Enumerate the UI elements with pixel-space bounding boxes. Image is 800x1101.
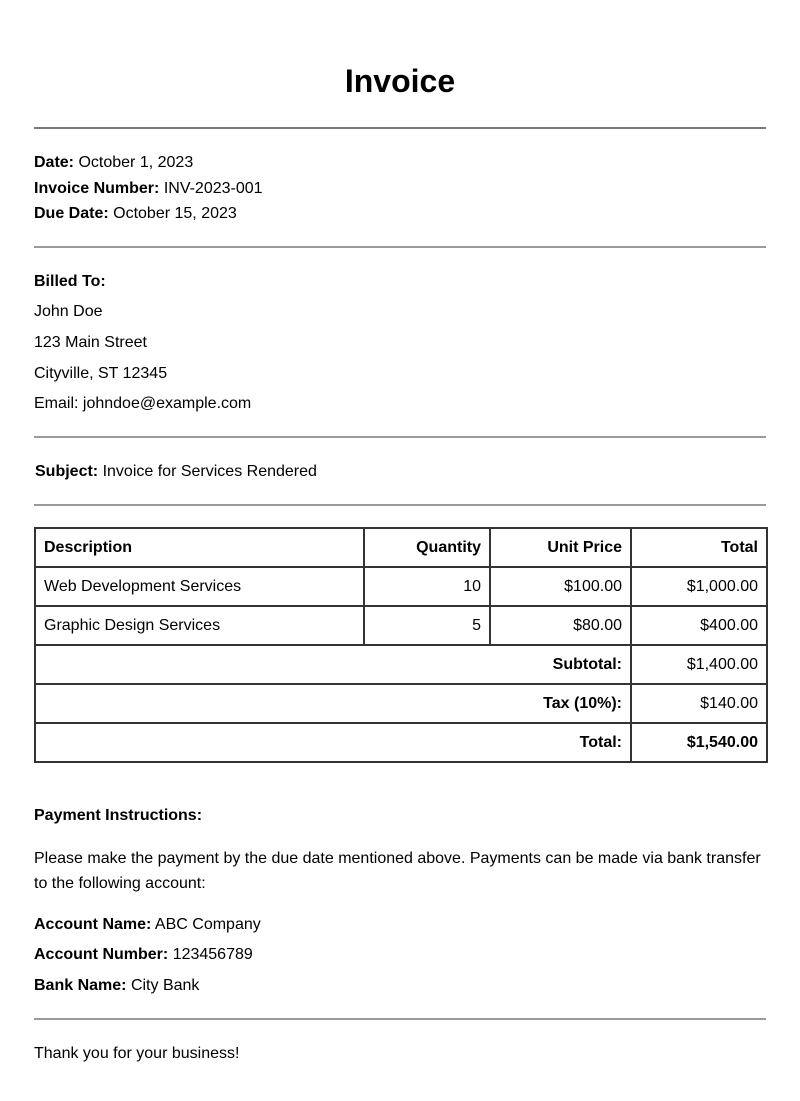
- payment-instructions-text: Please make the payment by the due date mentioned above. Payments can be made via bank transfer to the following account:: [34, 850, 761, 892]
- invoice-number-line: [34, 179, 263, 199]
- total-row: [35, 723, 767, 762]
- subject-line: [35, 462, 317, 482]
- date-value: October 1, 2023: [78, 154, 194, 171]
- bank-name-line: [34, 976, 199, 996]
- account-number-value: 123456789: [172, 946, 253, 963]
- divider: [34, 436, 766, 438]
- invoice-number-label: Invoice Number:: [34, 180, 160, 197]
- column-header-unit-price: Unit Price: [490, 528, 631, 567]
- subtotal-row: [35, 645, 767, 684]
- table-header-row: [35, 528, 767, 567]
- invoice-number-value: INV-2023-001: [163, 180, 263, 197]
- bank-name-label: Bank Name:: [34, 977, 127, 994]
- row-quantity: 5: [364, 606, 490, 645]
- row-total: $1,000.00: [631, 567, 767, 606]
- table-row: [35, 606, 767, 645]
- date-label: Date:: [34, 154, 75, 171]
- thank-you-note: Thank you for your business!: [34, 1045, 240, 1062]
- billed-to-name: John Doe: [34, 303, 103, 320]
- row-unit-price: $100.00: [490, 567, 631, 606]
- divider: [34, 246, 766, 248]
- billed-to-label: Billed To:: [34, 273, 106, 290]
- subtotal-label: Subtotal:: [35, 645, 631, 684]
- date-line: [34, 153, 193, 173]
- billed-to-city: Cityville, ST 12345: [34, 365, 168, 382]
- invoice-items-table: [34, 527, 768, 763]
- account-name-value: ABC Company: [154, 916, 261, 933]
- divider: [34, 504, 766, 506]
- billed-to-email: Email: johndoe@example.com: [34, 395, 252, 412]
- column-header-quantity: Quantity: [364, 528, 490, 567]
- page-title: Invoice: [344, 63, 456, 99]
- total-value: $1,540.00: [631, 723, 767, 762]
- subject-value: Invoice for Services Rendered: [102, 463, 317, 480]
- tax-label: Tax (10%):: [35, 684, 631, 723]
- due-date-value: October 15, 2023: [113, 205, 237, 222]
- account-number-line: [34, 945, 253, 965]
- account-number-label: Account Number:: [34, 946, 169, 963]
- billed-to-street: 123 Main Street: [34, 334, 147, 351]
- column-header-description: Description: [35, 528, 364, 567]
- subject-label: Subject:: [35, 463, 99, 480]
- account-name-label: Account Name:: [34, 916, 152, 933]
- row-unit-price: $80.00: [490, 606, 631, 645]
- divider: [34, 127, 766, 129]
- total-label: Total:: [35, 723, 631, 762]
- row-total: $400.00: [631, 606, 767, 645]
- subtotal-value: $1,400.00: [631, 645, 767, 684]
- tax-value: $140.00: [631, 684, 767, 723]
- divider: [34, 1018, 766, 1020]
- tax-row: [35, 684, 767, 723]
- payment-instructions-heading: Payment Instructions:: [34, 807, 203, 824]
- column-header-total: Total: [631, 528, 767, 567]
- due-date-label: Due Date:: [34, 205, 109, 222]
- row-description: Web Development Services: [35, 567, 364, 606]
- row-quantity: 10: [364, 567, 490, 606]
- due-date-line: [34, 204, 237, 224]
- table-row: [35, 567, 767, 606]
- bank-name-value: City Bank: [130, 977, 200, 994]
- account-name-line: [34, 915, 261, 935]
- row-description: Graphic Design Services: [35, 606, 364, 645]
